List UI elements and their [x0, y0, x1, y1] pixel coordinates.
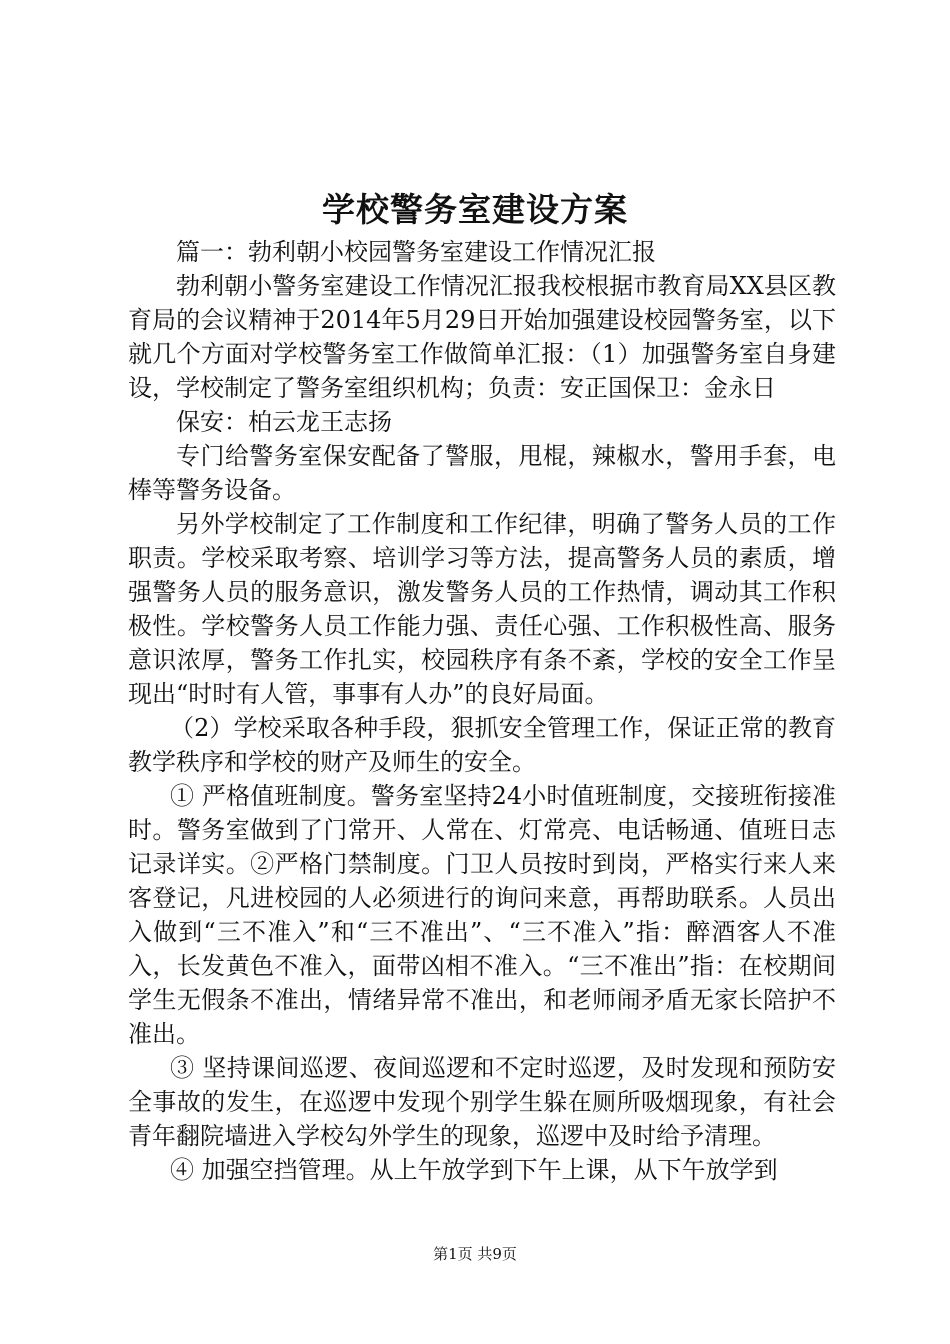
document-body: [128, 235, 836, 1187]
paragraph: 另外学校制定了工作制度和工作纪律，明确了警务人员的工作职责。学校采取考察、培训学习等方法，提高警务人员的素质，增强警务人员的服务意识，激发警务人员的工作热情，调动其工作积极性。学校警务人员工作能力强、责任心强、工作积极性高、服务意识浓厚，警务工作扎实，校园秩序有条不紊，学校的安全工作呈现出“时时有人管，事事有人办”的良好局面。: [128, 510, 836, 708]
document-title: 学校警务室建设方案: [322, 190, 628, 229]
paragraph: ③ 坚持课间巡逻、夜间巡逻和不定时巡逻，及时发现和预防安全事故的发生，在巡逻中发现个别学生躲在厕所吸烟现象，有社会青年翻院墙进入学校勾外学生的现象，巡逻中及时给予清理。: [128, 1054, 836, 1150]
paragraph: ① 严格值班制度。警务室坚持24小时值班制度，交接班衔接准时。警务室做到了门常开、人常在、灯常亮、电话畅通、值班日志记录详实。②严格门禁制度。门卫人员按时到岗，严格实行来人来客登记，凡进校园的人必须进行的询问来意，再帮助联系。人员出入做到“三不准入”和“三不准出”、“三不准入”指：醉酒客人不准入，长发黄色不准入，面带凶相不准入。“三不准出”指：在校期间学生无假条不准出，情绪异常不准出，和老师闹矛盾无家长陪护不准出。: [128, 782, 836, 1048]
paragraph: （2）学校采取各种手段，狠抓安全管理工作，保证正常的教育教学秩序和学校的财产及师生的安全。: [128, 714, 836, 776]
paragraph: 保安：柏云龙王志扬: [176, 408, 392, 436]
paragraph: 专门给警务室保安配备了警服，甩棍，辣椒水，警用手套，电棒等警务设备。: [128, 442, 836, 504]
paragraph: 勃利朝小警务室建设工作情况汇报我校根据市教育局XX县区教育局的会议精神于2014年5月29日开始加强建设校园警务室，以下就几个方面对学校警务室工作做简单汇报：（1）加强警务室自身建设，学校制定了警务室组织机构；负责：安正国保卫：金永日: [128, 272, 836, 402]
page-footer: 第1页 共9页: [433, 1245, 517, 1263]
paragraph: ④ 加强空挡管理。从上午放学到下午上课，从下午放学到: [170, 1156, 778, 1184]
paragraph-heading: 篇一：勃利朝小校园警务室建设工作情况汇报: [176, 238, 656, 266]
